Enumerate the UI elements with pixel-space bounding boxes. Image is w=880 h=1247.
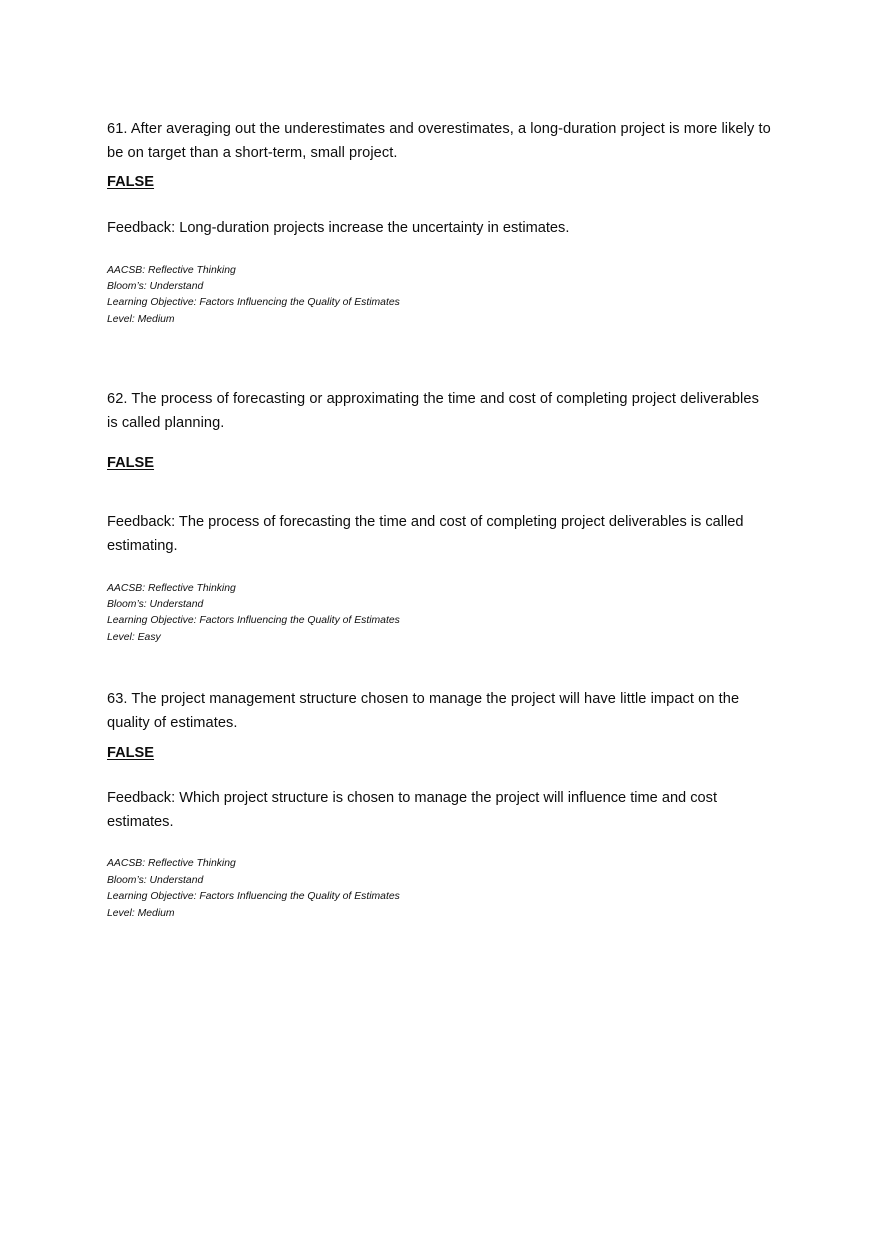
question-block-63 xyxy=(107,688,772,922)
meta-blooms: Bloom’s: Understand xyxy=(107,598,204,610)
meta-learning-objective: Learning Objective: Factors Influencing the Quality of Estimates xyxy=(107,297,400,309)
feedback-text: Feedback: The process of forecasting the time and cost of completing project deliverables is called estimating. xyxy=(107,514,744,554)
metadata-group xyxy=(107,856,772,922)
meta-blooms: Bloom’s: Understand xyxy=(107,874,204,886)
question-block-62 xyxy=(107,388,772,646)
spacer xyxy=(107,646,772,688)
metadata-group xyxy=(107,263,772,329)
meta-learning-objective: Learning Objective: Factors Influencing the Quality of Estimates xyxy=(107,891,400,903)
meta-learning-objective: Learning Objective: Factors Influencing the Quality of Estimates xyxy=(107,615,400,627)
spacer xyxy=(107,765,772,787)
answer-text: FALSE xyxy=(107,744,155,761)
spacer xyxy=(107,195,772,217)
meta-level: Level: Medium xyxy=(107,313,175,325)
answer-text: FALSE xyxy=(107,454,155,471)
spacer xyxy=(107,834,772,856)
spacer xyxy=(107,241,772,263)
spacer xyxy=(107,328,772,388)
document-body xyxy=(107,118,772,922)
feedback-text: Feedback: Long-duration projects increase the uncertainty in estimates. xyxy=(107,219,570,236)
answer-text: FALSE xyxy=(107,174,155,191)
metadata-group xyxy=(107,581,772,647)
meta-aacsb: AACSB: Reflective Thinking xyxy=(107,582,236,594)
question-text: 63. The project management structure chosen to manage the project will have little impact on the quality of estimates. xyxy=(107,691,740,731)
meta-blooms: Bloom’s: Understand xyxy=(107,281,204,292)
question-block-61 xyxy=(107,118,772,328)
meta-aacsb: AACSB: Reflective Thinking xyxy=(107,264,236,276)
spacer xyxy=(107,475,772,511)
spacer xyxy=(107,559,772,581)
question-text: 62. The process of forecasting or approximating the time and cost of completing project deliverables is called planning. xyxy=(107,391,759,431)
spacer xyxy=(107,436,772,452)
meta-level: Level: Easy xyxy=(107,631,161,643)
meta-level: Level: Medium xyxy=(107,907,175,919)
feedback-text: Feedback: Which project structure is chosen to manage the project will influence time and cost estimates. xyxy=(107,790,717,830)
meta-aacsb: AACSB: Reflective Thinking xyxy=(107,858,236,870)
question-text: 61. After averaging out the underestimates and overestimates, a long-duration project is more likely to be on target than a short-term, small project. xyxy=(107,121,771,161)
